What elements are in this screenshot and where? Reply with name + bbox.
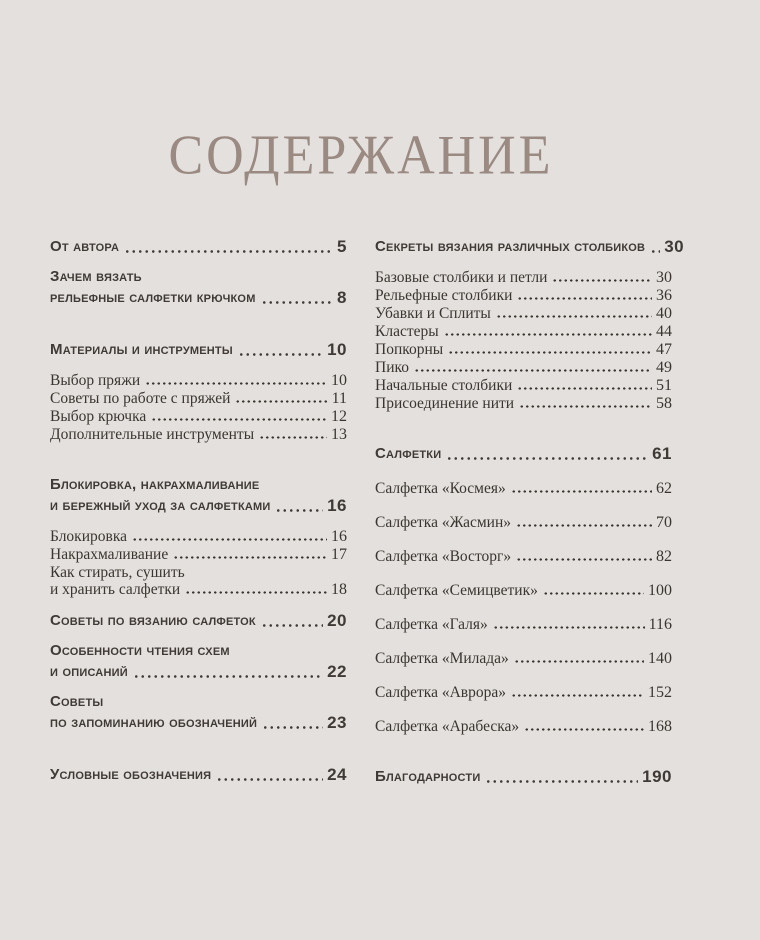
entry-row	[50, 339, 347, 360]
entry-label: Пико	[375, 359, 409, 376]
entry-row	[50, 610, 347, 631]
entry-page-number: 20	[327, 611, 347, 630]
entry-label-line: Блокировка, накрахмаливание	[50, 476, 260, 493]
entry-label: Салфетка «Жасмин»	[375, 514, 511, 531]
entry-row	[50, 426, 347, 443]
toc-entry	[375, 287, 672, 304]
entry-page-number: 30	[664, 237, 685, 256]
toc-entry	[50, 390, 347, 407]
entry-page-number: 5	[337, 237, 347, 256]
entry-row	[375, 395, 672, 412]
toc-entry	[50, 266, 347, 308]
entry-label: Салфетка «Галя»	[375, 616, 488, 633]
dot-leader	[517, 377, 652, 394]
entry-row	[50, 764, 347, 785]
toc-entry	[375, 236, 685, 257]
toc-entry	[375, 341, 672, 358]
toc-entry	[50, 474, 347, 516]
entry-row	[375, 341, 672, 358]
dot-leader	[514, 650, 644, 667]
entry-row	[375, 269, 672, 286]
entry-label: Дополнительные инструменты	[50, 426, 255, 443]
entry-page-number: 100	[648, 582, 672, 599]
entry-row	[375, 650, 672, 667]
dot-leader	[259, 426, 327, 443]
entry-row	[375, 480, 672, 497]
entry-label-line: Как стирать, сушить	[50, 564, 185, 581]
dot-leader	[511, 480, 652, 497]
entry-page-number: 23	[327, 713, 347, 732]
dot-leader	[517, 287, 652, 304]
entry-label: Секреты вязания различных столбиков	[375, 238, 646, 255]
entry-page-number: 44	[656, 323, 672, 340]
entry-label: Блокировка	[50, 528, 128, 545]
entry-page-number: 82	[656, 548, 672, 565]
entry-label: Начальные столбики	[375, 377, 513, 394]
entry-page-number: 168	[648, 718, 672, 735]
dot-leader	[524, 718, 644, 735]
entry-page-number: 22	[327, 662, 347, 681]
toc-entry	[375, 480, 672, 497]
entry-label: Выбор пряжи	[50, 372, 141, 389]
dot-leader	[414, 359, 652, 376]
toc-entry	[375, 766, 672, 787]
entry-label: Салфетка «Милада»	[375, 650, 509, 667]
entry-page-number: 152	[648, 684, 672, 701]
toc-columns	[50, 236, 685, 787]
toc-entry	[375, 548, 672, 565]
entry-page-number: 17	[331, 546, 347, 563]
toc-entry	[50, 546, 347, 563]
entry-row	[375, 359, 672, 376]
dot-leader	[235, 390, 327, 407]
dot-leader	[543, 582, 644, 599]
entry-page-number: 10	[327, 340, 347, 359]
dot-leader	[261, 287, 333, 308]
entry-label: Салфетка «Аврора»	[375, 684, 506, 701]
entry-row	[50, 546, 347, 563]
entry-page-number: 49	[656, 359, 672, 376]
toc-entry	[375, 269, 672, 286]
entry-label: Убавки и Сплиты	[375, 305, 491, 322]
toc-entry	[375, 718, 672, 735]
dot-leader	[133, 661, 323, 682]
toc-entry	[50, 339, 347, 360]
toc-entry	[50, 610, 347, 631]
entry-row	[50, 408, 347, 425]
entry-row	[375, 582, 672, 599]
entry-label-line: Особенности чтения схем	[50, 642, 230, 659]
toc-entry	[375, 305, 672, 322]
toc-entry	[375, 359, 672, 376]
entry-page-number: 36	[656, 287, 672, 304]
entry-label: Салфетка «Арабеска»	[375, 718, 520, 735]
entry-label: рельефные салфетки крючком	[50, 289, 256, 306]
toc-entry	[375, 323, 672, 340]
dot-leader	[516, 548, 652, 565]
toc-entry	[50, 426, 347, 443]
toc-entry	[375, 684, 672, 701]
dot-leader	[552, 269, 652, 286]
entry-row	[50, 528, 347, 545]
dot-leader	[448, 341, 652, 358]
toc-entry	[50, 691, 347, 733]
entry-label: Присоединение нити	[375, 395, 515, 412]
entry-page-number: 140	[648, 650, 672, 667]
dot-leader	[485, 766, 638, 787]
entry-row	[375, 616, 672, 633]
entry-row	[375, 718, 672, 735]
entry-label: Материалы и инструменты	[50, 341, 233, 358]
entry-page-number: 47	[656, 341, 672, 358]
entry-page-number: 61	[652, 444, 672, 463]
entry-page-number: 62	[656, 480, 672, 497]
entry-row	[375, 548, 672, 565]
entry-label: Попкорны	[375, 341, 444, 358]
entry-row	[375, 443, 672, 464]
dot-leader	[516, 514, 652, 531]
dot-leader	[238, 339, 323, 360]
toc-entry	[50, 564, 347, 598]
entry-label: Салфетки	[375, 445, 442, 462]
entry-page-number: 13	[331, 426, 347, 443]
entry-label: От автора	[50, 238, 120, 255]
page-title: СОДЕРЖАНИЕ	[168, 124, 554, 187]
entry-label: Кластеры	[375, 323, 439, 340]
entry-label: Рельефные столбики	[375, 287, 513, 304]
dot-leader	[444, 323, 652, 340]
entry-page-number: 8	[337, 288, 347, 307]
toc-entry	[50, 640, 347, 682]
entry-page-number: 30	[656, 269, 672, 286]
toc-entry	[50, 764, 347, 785]
entry-row	[375, 236, 685, 257]
entry-label: Советы по работе с пряжей	[50, 390, 231, 407]
dot-leader	[446, 443, 648, 464]
dot-leader	[151, 408, 327, 425]
entry-row	[375, 377, 672, 394]
entry-row	[50, 712, 347, 733]
dot-leader	[275, 495, 323, 516]
entry-label: Советы по вязанию салфеток	[50, 612, 256, 629]
entry-page-number: 24	[327, 765, 347, 784]
entry-label: Базовые столбики и петли	[375, 269, 548, 286]
entry-row	[375, 684, 672, 701]
dot-leader	[145, 372, 327, 389]
entry-page-number: 116	[648, 616, 672, 633]
entry-page-number: 40	[656, 305, 672, 322]
toc-entry	[375, 650, 672, 667]
entry-label: Условные обозначения	[50, 766, 212, 783]
dot-leader	[185, 581, 327, 598]
entry-page-number: 18	[331, 581, 347, 598]
toc-entry	[50, 372, 347, 389]
dot-leader	[493, 616, 645, 633]
dot-leader	[262, 712, 323, 733]
toc-entry	[375, 377, 672, 394]
entry-page-number: 16	[331, 528, 347, 545]
dot-leader	[124, 236, 333, 257]
dot-leader	[216, 764, 323, 785]
toc-entry	[375, 582, 672, 599]
toc-entry	[50, 528, 347, 545]
entry-label: Салфетка «Космея»	[375, 480, 506, 497]
entry-label: Салфетка «Семицветик»	[375, 582, 538, 599]
entry-page-number: 16	[327, 496, 347, 515]
entry-label: Накрахмаливание	[50, 546, 169, 563]
entry-label: Салфетка «Восторг»	[375, 548, 512, 565]
entry-label: Выбор крючка	[50, 408, 147, 425]
entry-label: Благодарности	[375, 768, 481, 785]
dot-leader	[173, 546, 327, 563]
entry-page-number: 58	[656, 395, 672, 412]
entry-page-number: 10	[331, 372, 347, 389]
entry-row	[375, 287, 672, 304]
toc-entry	[375, 616, 672, 633]
entry-label: и хранить салфетки	[50, 581, 181, 598]
dot-leader	[650, 236, 660, 257]
dot-leader	[519, 395, 652, 412]
toc-entry	[375, 514, 672, 531]
entry-page-number: 12	[331, 408, 347, 425]
dot-leader	[496, 305, 652, 322]
entry-row	[375, 323, 672, 340]
entry-row	[50, 581, 347, 598]
dot-leader	[261, 610, 323, 631]
entry-page-number: 70	[656, 514, 672, 531]
toc-entry	[375, 395, 672, 412]
toc-entry	[50, 408, 347, 425]
toc-entry	[50, 236, 347, 257]
entry-row	[50, 390, 347, 407]
entry-label: по запоминанию обозначений	[50, 714, 258, 731]
entry-page-number: 51	[656, 377, 672, 394]
entry-row	[375, 305, 672, 322]
entry-row	[50, 372, 347, 389]
entry-row	[375, 514, 672, 531]
entry-page-number: 11	[331, 390, 347, 407]
toc-column-right	[375, 236, 685, 787]
dot-leader	[511, 684, 644, 701]
toc-entry	[375, 443, 672, 464]
toc-column-left	[50, 236, 347, 787]
entry-label: и бережный уход за салфетками	[50, 497, 271, 514]
entry-row	[50, 287, 347, 308]
entry-row	[50, 236, 347, 257]
entry-page-number: 190	[642, 767, 672, 786]
entry-row	[50, 661, 347, 682]
entry-row	[375, 766, 672, 787]
entry-label-line: Советы	[50, 693, 104, 710]
dot-leader	[132, 528, 327, 545]
entry-row	[50, 495, 347, 516]
entry-label: и описаний	[50, 663, 128, 680]
entry-label-line: Зачем вязать	[50, 268, 142, 285]
